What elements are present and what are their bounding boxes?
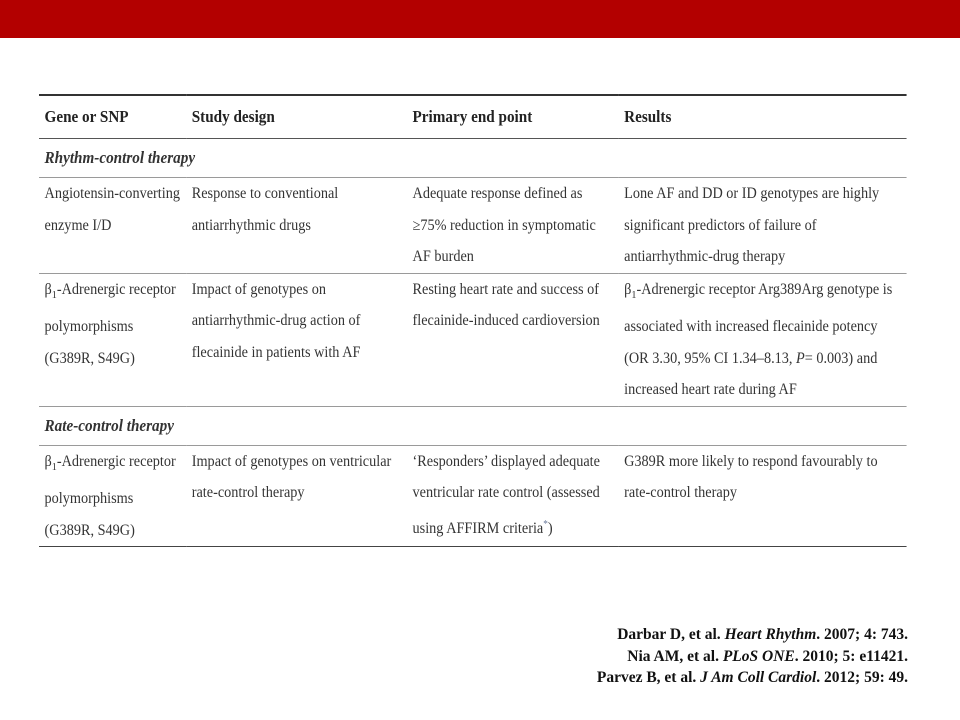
data-table xyxy=(39,94,907,547)
section-row-rate xyxy=(39,406,907,445)
top-header-bar xyxy=(0,0,960,38)
column-header-results: Results xyxy=(624,107,672,126)
cell-results: Lone AF and DD or ID genotypes are highly significant predictors of failure of antiarrhythmic-drug therapy xyxy=(624,185,880,265)
beta-symbol: β xyxy=(624,280,632,298)
endpoint-text: ‘Responders’ displayed adequate ventricular rate control (assessed using AFFIRM criteria xyxy=(412,452,600,537)
reference-journal: J Am Coll Cardiol xyxy=(700,669,817,686)
cell-gene: Angiotensin-converting enzyme I/D xyxy=(44,185,180,234)
reference-journal: PLoS ONE xyxy=(722,647,795,665)
cell-design: Impact of genotypes on ventricular rate-control therapy xyxy=(191,452,392,502)
reference-line xyxy=(597,667,908,689)
cell-results: G389R more likely to respond favourably to rate-control therapy xyxy=(624,452,878,502)
results-text: -Adrenergic receptor Arg389Arg genotype is associated with increased flecainide potency (OR 3.30, 95% CI 1.34–8.13, xyxy=(624,280,893,367)
reference-details: . 2012; 59: 49. xyxy=(816,669,908,686)
cell-design: Impact of genotypes on antiarrhythmic-drug action of flecainide in patients with AF xyxy=(191,280,361,361)
references-block xyxy=(597,624,908,689)
reference-authors: Parvez B, et al. xyxy=(596,669,701,686)
reference-details: . 2007; 4: 743. xyxy=(816,626,908,643)
gene-text: -Adrenergic receptor polymorphisms (G389R, S49G) xyxy=(44,452,176,539)
table-row xyxy=(39,273,907,406)
section-title: Rate-control therapy xyxy=(44,415,174,435)
reference-authors: Nia AM, et al. xyxy=(627,647,723,665)
reference-authors: Darbar D, et al. xyxy=(617,626,725,643)
section-title: Rhythm-control therapy xyxy=(44,148,196,167)
reference-details: . 2010; 5: e11421. xyxy=(794,647,908,665)
cell-gene xyxy=(39,445,186,547)
section-row-rhythm xyxy=(39,139,907,178)
cell-gene xyxy=(39,273,186,406)
column-header-endpoint: Primary end point xyxy=(412,107,533,126)
cell-endpoint: Resting heart rate and success of flecainide-induced cardioversion xyxy=(412,280,600,329)
subscript: 1 xyxy=(51,288,57,301)
reference-line xyxy=(597,646,908,668)
cell-endpoint: Adequate response defined as ≥75% reduction in symptomatic AF burden xyxy=(412,185,596,265)
table-row xyxy=(39,178,907,274)
cell-endpoint xyxy=(407,445,619,547)
reference-journal: Heart Rhythm xyxy=(724,626,817,643)
pharmacogenetics-table xyxy=(39,94,907,547)
reference-line xyxy=(597,624,908,646)
p-value-label: P xyxy=(796,349,805,367)
column-header-design: Study design xyxy=(191,107,275,126)
endpoint-close: ) xyxy=(547,519,553,537)
table-row xyxy=(39,445,907,547)
gene-text: -Adrenergic receptor polymorphisms (G389R, S49G) xyxy=(44,280,176,367)
table-header-row xyxy=(39,95,907,139)
cell-design: Response to conventional antiarrhythmic drugs xyxy=(191,185,339,234)
footnote-link[interactable]: * xyxy=(543,518,548,530)
results-text-end: = 0.003) and increased heart rate during AF xyxy=(624,349,878,399)
subscript: 1 xyxy=(631,288,637,301)
beta-symbol: β xyxy=(44,280,52,298)
cell-results xyxy=(619,273,907,406)
subscript: 1 xyxy=(51,460,57,473)
beta-symbol: β xyxy=(44,452,52,470)
column-header-gene: Gene or SNP xyxy=(44,107,129,126)
